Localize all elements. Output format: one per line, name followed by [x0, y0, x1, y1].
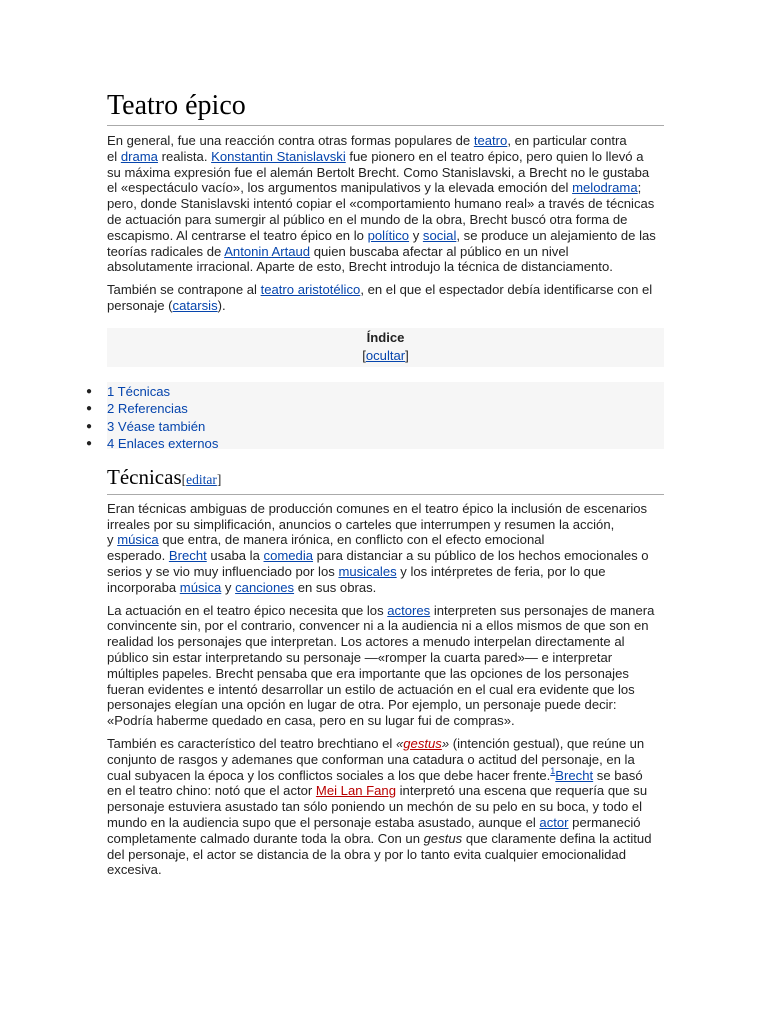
- link-actores[interactable]: actores: [387, 602, 431, 618]
- text: en sus obras.: [294, 579, 377, 595]
- toc-item[interactable]: [86, 400, 664, 417]
- toc-item[interactable]: [86, 418, 664, 435]
- link-brecht[interactable]: Brecht: [168, 548, 207, 564]
- bracket: [: [362, 347, 366, 363]
- text-line: fueran evidentes e intentó desarrollar un estilo de actuación en el cual era evidente que los: [107, 681, 635, 697]
- text: ).: [217, 297, 226, 313]
- text-line: [107, 736, 664, 752]
- text-line: absolutamente irracional. Aparte de esto, Brecht introdujo la técnica de distanciamento.: [107, 259, 613, 275]
- toc-item-label: 3 Véase también: [107, 418, 206, 434]
- text: incorporaba: [107, 579, 180, 595]
- text-line: convincente sin, por el contrario, convencer ni a la audiencia ni a ellos mismos de que son en: [107, 618, 649, 634]
- text: quien buscaba afectar al público en un nivel: [310, 243, 569, 259]
- intro-paragraph-1: [107, 133, 664, 275]
- bracket: ]: [216, 471, 222, 487]
- text: serios y se vio muy influenciado por los: [107, 563, 339, 579]
- toc-hide-link[interactable]: ocultar: [365, 347, 406, 363]
- text-line: [107, 603, 664, 619]
- text: ;: [637, 180, 642, 196]
- edit-link[interactable]: editar: [186, 471, 217, 487]
- text: cual subyacen la época y los conflictos sociales a los que debe hacer frente.: [107, 767, 551, 783]
- text: que entra, de manera irónica, en conflicto con el efecto emocional: [158, 532, 545, 548]
- text-line: [107, 580, 664, 596]
- section-paragraph-1: [107, 501, 664, 596]
- text-line: [107, 133, 664, 149]
- text-line: [107, 180, 664, 196]
- text-line: de actuación para sumergir al público en el mundo de la obra, Brecht buscó otra forma de: [107, 211, 628, 227]
- text-line: [107, 548, 664, 564]
- text: personaje (: [107, 297, 173, 313]
- link-mei-lan-fang[interactable]: Mei Lan Fang: [315, 783, 396, 799]
- toc-item-label: 2 Referencias: [107, 401, 188, 417]
- text-line: [107, 532, 664, 548]
- quote-close: »: [441, 735, 450, 751]
- link-actor[interactable]: actor: [539, 814, 569, 830]
- link-comedia[interactable]: comedia: [263, 548, 314, 564]
- bullet-icon: ●: [86, 403, 93, 415]
- link-musica[interactable]: música: [117, 532, 159, 548]
- text: También se contrapone al: [107, 282, 261, 298]
- text-line: [107, 228, 664, 244]
- link-drama[interactable]: drama: [120, 148, 158, 164]
- text-line: [107, 831, 664, 847]
- text: , en el que el espectador debía identificarse con el: [360, 282, 653, 298]
- text: completamente calmado durante toda la obra. Con un: [107, 830, 424, 846]
- link-teatro-aristotelico[interactable]: teatro aristotélico: [260, 282, 361, 298]
- text: permaneció: [568, 814, 641, 830]
- text-line: realidad los personajes que interpretan. Los actores a menudo interpelan directamente al: [107, 634, 625, 650]
- text-line: [107, 783, 664, 799]
- toc-toggle: [107, 348, 664, 364]
- link-canciones[interactable]: canciones: [235, 579, 295, 595]
- text: y: [221, 579, 236, 595]
- text: , se produce un alejamiento de las: [456, 227, 656, 243]
- page-title: Teatro épico: [107, 88, 664, 126]
- section-title: Técnicas: [107, 464, 182, 489]
- text: y los intérpretes de feria, por lo que: [396, 563, 606, 579]
- text-line: [107, 765, 664, 784]
- text-line: múltiples papeles. Brecht pensaba que era importante que las opciones de los personajes: [107, 665, 629, 681]
- text: fue pionero en el teatro épico, pero quien lo llevó a: [345, 148, 644, 164]
- text-line: personajes elegían una opción en lugar de otra. Por ejemplo, un personaje puede decir:: [107, 697, 617, 713]
- intro-paragraph-2: [107, 282, 664, 314]
- text: para distanciar a su público de los hechos emocionales o: [313, 548, 649, 564]
- toc-item-label: 4 Enlaces externos: [107, 435, 219, 451]
- article: [86, 88, 664, 878]
- text-line: su máxima expresión fue el alemán Bertolt Brecht. Como Stanislavski, a Brecht no le gustaba: [107, 164, 650, 180]
- toc-box: [107, 328, 664, 367]
- link-musica-2[interactable]: música: [179, 579, 222, 595]
- text-line: excesiva.: [107, 862, 162, 878]
- text: interpretó una escena que requería que su: [396, 783, 648, 799]
- link-artaud[interactable]: Antonin Artaud: [224, 243, 311, 259]
- text: en el teatro chino: notó que el actor: [107, 783, 316, 799]
- text: También es característico del teatro brechtiano el: [107, 735, 396, 751]
- toc-list: [86, 382, 664, 451]
- text: interpreten sus personajes de manera: [430, 602, 655, 618]
- toc-item[interactable]: [86, 435, 664, 452]
- text-line: público sin estar interpretando su personaje —«romper la cuarta pared»— e interpretar: [107, 649, 613, 665]
- text: que claramente defina la actitud: [462, 830, 652, 846]
- section-paragraph-3: [107, 736, 664, 878]
- section-edit: [182, 472, 222, 487]
- text-line: conjunto de rasgos y ademanes que conforman una catadura o actitud del personaje, en la: [107, 751, 635, 767]
- text-line: [107, 282, 664, 298]
- text-line: del personaje, el actor se distancia de la obra y por lo tanto evita cualquier emocionalidad: [107, 846, 626, 862]
- text-line: [107, 815, 664, 831]
- text-line: [107, 149, 664, 165]
- link-gestus[interactable]: gestus: [403, 735, 442, 751]
- bullet-icon: ●: [86, 420, 93, 432]
- text: escapismo. Al centrarse el teatro épico en lo: [107, 227, 368, 243]
- link-stanislavski[interactable]: Konstantin Stanislavski: [211, 148, 346, 164]
- section-heading: [107, 464, 664, 495]
- bullet-icon: ●: [86, 437, 93, 449]
- section-paragraph-2: [107, 603, 664, 729]
- text: se basó: [593, 767, 643, 783]
- bracket: ]: [405, 347, 409, 363]
- text-line: personaje estuviera asustado tan sólo poniendo un mechón de su pelo en su boca, y todo el: [107, 799, 643, 815]
- link-musicales[interactable]: musicales: [338, 563, 397, 579]
- text: teorías radicales de: [107, 243, 225, 259]
- toc-item-label: 1 Técnicas: [107, 383, 171, 399]
- text: realista.: [157, 148, 212, 164]
- link-catarsis[interactable]: catarsis: [172, 297, 218, 313]
- text: y: [409, 227, 423, 243]
- text-line: [107, 564, 664, 580]
- text: el: [107, 148, 121, 164]
- text-line: irreales por su simplificación, anuncios o carteles que interrumpen y resumen la acción,: [107, 516, 615, 532]
- text: esperado.: [107, 548, 169, 564]
- text-line: pero, donde Stanislavski intentó copiar el «comportamiento humano real» a través de técnicas: [107, 196, 655, 212]
- quote-open: «: [395, 735, 404, 751]
- link-teatro[interactable]: teatro: [473, 133, 508, 148]
- text-line: Eran técnicas ambiguas de producción comunes en el teatro épico la inclusión de escenarios: [107, 500, 648, 516]
- toc-item[interactable]: [86, 383, 664, 400]
- text-line: «Podría haberme quedado en casa, pero en su lugar fui de compras».: [107, 713, 515, 729]
- toc-title: Índice: [366, 329, 405, 345]
- text: En general, fue una reacción contra otras formas populares de: [107, 133, 474, 148]
- text: (intención gestual), que reúne un: [449, 735, 645, 751]
- text: La actuación en el teatro épico necesita que los: [107, 602, 388, 618]
- text-line: [107, 244, 664, 260]
- text: el «espectáculo vacío», los argumentos manipulativos y la elevada emoción del: [107, 180, 573, 196]
- gestus-term: gestus: [423, 830, 463, 846]
- footnote-ref[interactable]: 1: [550, 765, 556, 776]
- bullet-icon: ●: [86, 385, 93, 397]
- text: , en particular contra: [507, 133, 627, 148]
- text-line: [107, 298, 664, 314]
- link-melodrama[interactable]: melodrama: [572, 180, 638, 196]
- text: y: [107, 532, 118, 548]
- link-brecht-2[interactable]: Brecht: [555, 767, 594, 783]
- link-social[interactable]: social: [422, 227, 457, 243]
- text: mundo en la audiencia supo que el personaje estaba asustado, aunque el: [107, 814, 540, 830]
- link-politico[interactable]: político: [367, 227, 410, 243]
- text: usaba la: [206, 548, 264, 564]
- bracket: [: [181, 471, 187, 487]
